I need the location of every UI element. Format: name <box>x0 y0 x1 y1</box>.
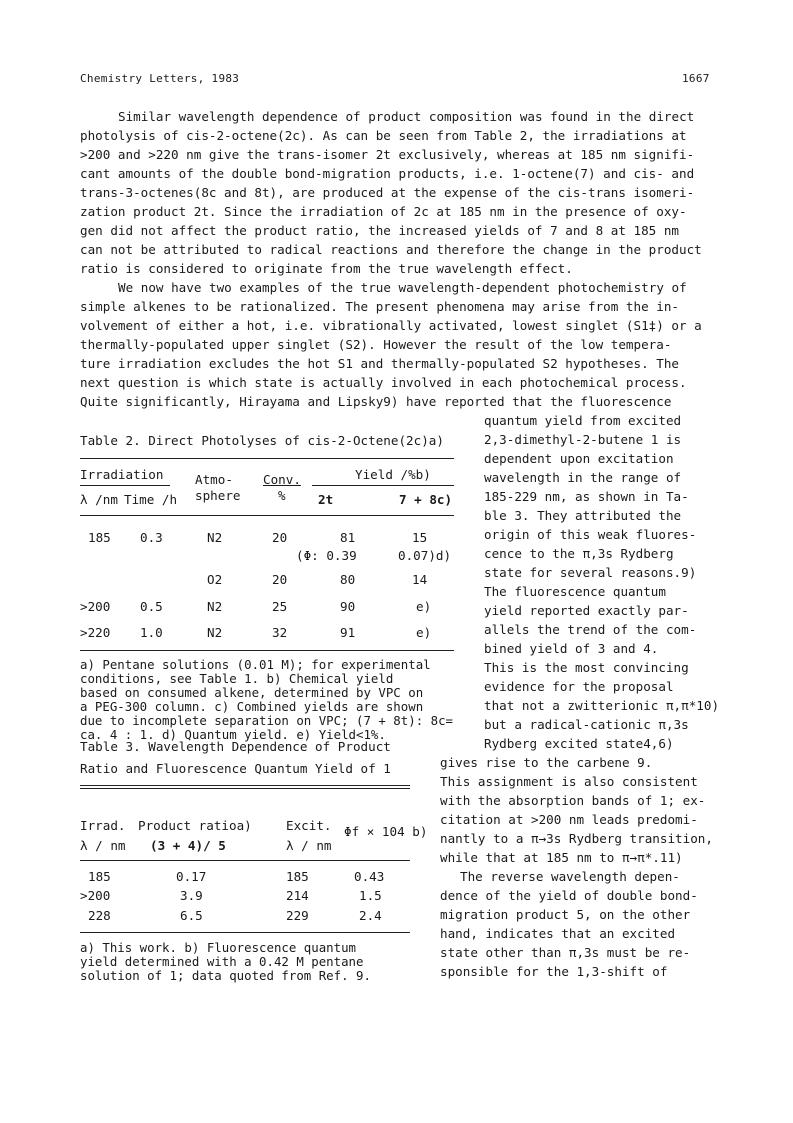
text-line: with the absorption bands of 1; ex- <box>440 793 706 808</box>
table2-header-7-8: 7 + 8c) <box>399 492 453 507</box>
table3-top-rule-double <box>80 788 410 789</box>
table2-cell: N2 <box>207 625 223 640</box>
paragraph-2 <box>80 278 712 411</box>
text-line: >200 and >220 nm give the trans-isomer 2t exclusively, whereas at 185 nm signifi- <box>80 147 695 162</box>
text-line: dependent upon excitation <box>484 451 674 466</box>
footnote-line: a PEG-300 column. c) Combined yields are shown <box>80 699 424 714</box>
table3-cell: 214 <box>286 888 309 903</box>
table3-header-excit: Excit. <box>286 818 332 833</box>
table2-header-sphere: sphere <box>195 488 241 503</box>
table2-header-atmo: Atmo- <box>195 472 233 487</box>
paragraph-1 <box>80 107 712 278</box>
text-line: zation product 2t. Since the irradiation of 2c at 185 nm in the presence of oxy- <box>80 204 687 219</box>
text-line: origin of this weak fluores- <box>484 527 697 542</box>
text-line: photolysis of cis-2-octene(2c). As can be seen from Table 2, the irradiations at <box>80 128 687 143</box>
text-line: next question is which state is actually involved in each photochemical process. <box>80 375 687 390</box>
text-line: trans-3-octenes(8c and 8t), are produced at the expense of the cis-trans isomeri- <box>80 185 695 200</box>
text-line: but a radical-cationic π,3s <box>484 717 689 732</box>
text-line: sponsible for the 1,3-shift of <box>440 964 668 979</box>
table2-cell: 80 <box>340 572 356 587</box>
footnote-line: ca. 4 : 1. d) Quantum yield. e) Yield<1%. <box>80 727 386 742</box>
text-line: state for several reasons.9) <box>484 565 697 580</box>
table2-cell: >220 <box>80 625 111 640</box>
table2-cell: 0.5 <box>140 599 163 614</box>
text-line: while that at 185 nm to π→π*.11) <box>440 850 683 865</box>
table2-cell: 14 <box>412 572 428 587</box>
text-line: allels the trend of the com- <box>484 622 697 637</box>
table2-top-rule <box>80 458 454 459</box>
table2-cell: (Φ: 0.39 <box>296 548 357 563</box>
table3-header-ratio: Product ratioa) <box>138 818 252 833</box>
text-line: gives rise to the carbene 9. <box>440 755 653 770</box>
text-line: hand, indicates that an excited <box>440 926 676 941</box>
table2-cell: 25 <box>272 599 288 614</box>
table2-cell: e) <box>416 625 432 640</box>
table2-cell: O2 <box>207 572 223 587</box>
text-line: Similar wavelength dependence of product composition was found in the direct <box>118 109 695 124</box>
table2-header-conv-unit: % <box>278 488 286 503</box>
footnote-line: based on consumed alkene, determined by VPC on <box>80 685 424 700</box>
table3-cell: 229 <box>286 908 309 923</box>
table2-cell: 15 <box>412 530 428 545</box>
table2-cell: 32 <box>272 625 288 640</box>
footnote-line: yield determined with a 0.42 M pentane <box>80 954 364 969</box>
text-line: dence of the yield of double bond- <box>440 888 698 903</box>
text-line: evidence for the proposal <box>484 679 674 694</box>
text-line: gen did not affect the product ratio, the increased yields of 7 and 8 at 185 nm <box>80 223 679 238</box>
text-line: state other than π,3s must be re- <box>440 945 691 960</box>
text-line: ble 3. They attributed the <box>484 508 682 523</box>
table2-cell: 185 <box>88 530 111 545</box>
text-line: The fluorescence quantum <box>484 584 666 599</box>
table2-cell: 0.3 <box>140 530 163 545</box>
table2-header-time: Time /h <box>124 492 178 507</box>
text-line: volvement of either a hot, i.e. vibrationally activated, lowest singlet (S1‡) or a <box>80 318 702 333</box>
table3-header-phi: Φf × 104 b) <box>344 824 428 839</box>
table3-header-lambda2: λ / nm <box>286 838 332 853</box>
text-line: This is the most convincing <box>484 660 689 675</box>
text-line: bined yield of 3 and 4. <box>484 641 659 656</box>
table2-cell: 20 <box>272 530 288 545</box>
table2-cell: N2 <box>207 599 223 614</box>
footnote-line: solution of 1; data quoted from Ref. 9. <box>80 968 371 983</box>
page-number: 1667 <box>682 72 710 85</box>
table2-header-rule <box>80 515 454 516</box>
table2-cell: 0.07)d) <box>398 548 452 563</box>
table2-yield-underline <box>312 485 454 486</box>
table2-header-irradiation: Irradiation <box>80 467 164 482</box>
table2-cell: 90 <box>340 599 356 614</box>
table3-cell: 6.5 <box>180 908 203 923</box>
footnote-line: due to incomplete separation on VPC; (7 + 8t): 8c= <box>80 713 453 728</box>
table3-header-ratio-formula: (3 + 4)/ 5 <box>150 838 226 853</box>
table3-header-lambda1: λ / nm <box>80 838 126 853</box>
table2-cell: 1.0 <box>140 625 163 640</box>
journal-header: Chemistry Letters, 1983 <box>80 72 240 85</box>
text-line: We now have two examples of the true wavelength-dependent photochemistry of <box>118 280 687 295</box>
text-line: cant amounts of the double bond-migration products, i.e. 1-octene(7) and cis- and <box>80 166 695 181</box>
text-line: ture irradiation excludes the hot S1 and thermally-populated S2 hypotheses. The <box>80 356 679 371</box>
text-line: This assignment is also consistent <box>440 774 698 789</box>
table3-cell: 1.5 <box>359 888 382 903</box>
table2-cell: e) <box>416 599 432 614</box>
text-line: that not a zwitterionic π,π*10) <box>484 698 720 713</box>
table2-header-yield: Yield /%b) <box>355 467 431 482</box>
table3-cell: >200 <box>80 888 111 903</box>
table2-cell: >200 <box>80 599 111 614</box>
table3-caption-line2: Ratio and Fluorescence Quantum Yield of 1 <box>80 761 391 776</box>
table2-cell: 91 <box>340 625 356 640</box>
table2-header-lambda: λ /nm <box>80 492 118 507</box>
text-line: The reverse wavelength depen- <box>460 869 680 884</box>
text-line: Rydberg excited state4,6) <box>484 736 674 751</box>
table2-caption: Table 2. Direct Photolyses of cis-2-Octene(2c)a) <box>80 433 444 448</box>
table3-header-irrad: Irrad. <box>80 818 126 833</box>
text-line: Quite significantly, Hirayama and Lipsky9) have reported that the fluorescence <box>80 394 672 409</box>
table3-header-rule <box>80 860 410 861</box>
table2-footnotes <box>80 657 453 742</box>
table2-cell: N2 <box>207 530 223 545</box>
right-column-text <box>440 411 724 981</box>
text-line: migration product 5, on the other <box>440 907 691 922</box>
text-line: 2,3-dimethyl-2-butene 1 is <box>484 432 682 447</box>
text-line: citation at >200 nm leads predomi- <box>440 812 698 827</box>
table3-cell: 0.43 <box>354 869 385 884</box>
table2-irradiation-underline <box>80 485 170 486</box>
table3-caption-line1: Table 3. Wavelength Dependence of Product <box>80 739 391 754</box>
footnote-line: a) Pentane solutions (0.01 M); for experimental <box>80 657 431 672</box>
text-line: can not be attributed to radical reactions and therefore the change in the product <box>80 242 702 257</box>
table2-cell: 81 <box>340 530 356 545</box>
footnote-line: conditions, see Table 1. b) Chemical yield <box>80 671 394 686</box>
table3-cell: 3.9 <box>180 888 203 903</box>
table2-bottom-rule <box>80 650 454 651</box>
table2-header-conv: Conv. <box>263 472 301 487</box>
text-line: thermally-populated upper singlet (S2). However the result of the low tempera- <box>80 337 672 352</box>
table3-cell: 0.17 <box>176 869 207 884</box>
table3-top-rule <box>80 785 410 786</box>
text-line: wavelength in the range of <box>484 470 682 485</box>
table3-cell: 185 <box>88 869 111 884</box>
text-line: yield reported exactly par- <box>484 603 689 618</box>
text-line: simple alkenes to be rationalized. The present phenomena may arise from the in- <box>80 299 679 314</box>
footnote-line: a) This work. b) Fluorescence quantum <box>80 940 357 955</box>
table3-footnotes <box>80 941 440 983</box>
table3-cell: 2.4 <box>359 908 382 923</box>
table2-cell: 20 <box>272 572 288 587</box>
text-line: nantly to a π→3s Rydberg transition, <box>440 831 713 846</box>
table2-header-2t: 2t <box>318 492 334 507</box>
table3-cell: 228 <box>88 908 111 923</box>
text-line: 185-229 nm, as shown in Ta- <box>484 489 689 504</box>
table3-bottom-rule <box>80 932 410 933</box>
text-line: ratio is considered to originate from the true wavelength effect. <box>80 261 573 276</box>
text-line: cence to the π,3s Rydberg <box>484 546 674 561</box>
table3-cell: 185 <box>286 869 309 884</box>
text-line: quantum yield from excited <box>484 413 682 428</box>
